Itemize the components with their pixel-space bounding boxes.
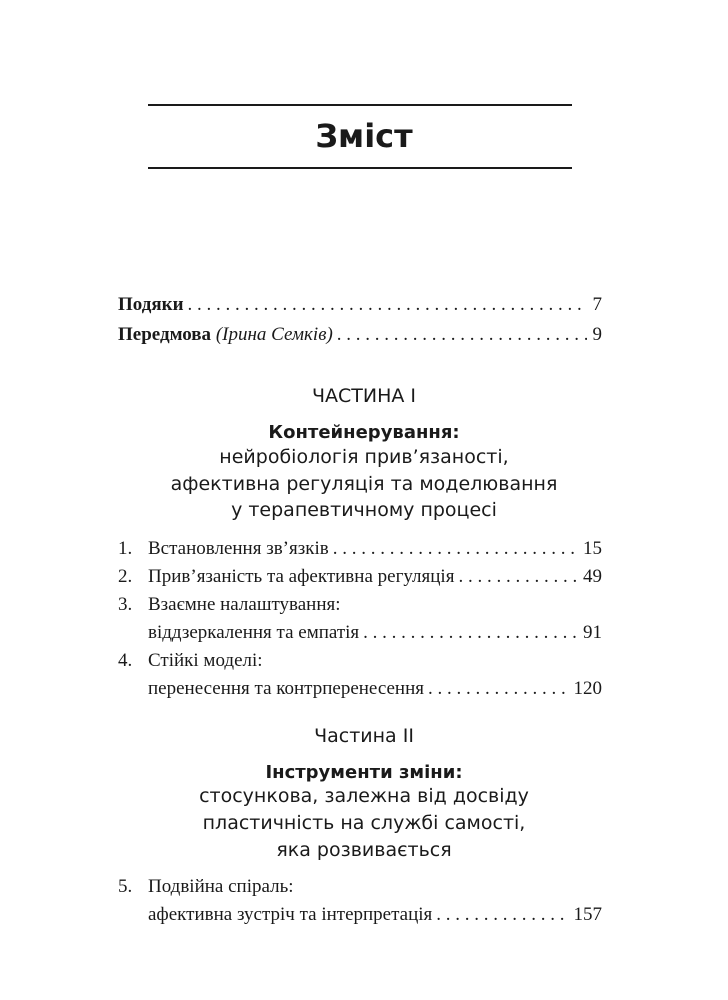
toc-entry-acknowledgements[interactable]	[118, 290, 602, 320]
part-title: Інструменти зміни:	[265, 762, 463, 783]
leader-dots	[333, 534, 577, 564]
leader-dots	[337, 320, 587, 350]
toc-entry-label: віддзеркалення та емпатія	[148, 622, 360, 643]
chapter-number: 4.	[118, 650, 133, 671]
toc-entry-chapter-5-continued[interactable]	[148, 900, 602, 930]
page-title: Зміст	[315, 117, 413, 155]
toc-entry-chapter-4-continued[interactable]	[148, 674, 602, 704]
toc-entry-chapter-3-continued[interactable]	[148, 618, 602, 648]
toc-entry-label: Подвійна спіраль:	[148, 876, 294, 897]
toc-entry-label: Передмова	[118, 324, 212, 345]
title-bottom-rule	[148, 167, 572, 169]
toc-entry-chapter-1[interactable]	[118, 534, 602, 564]
toc-entry-label: Встановлення зв’язків	[148, 538, 329, 559]
toc-entry-label: Взаємне налаштування:	[148, 594, 341, 615]
leader-dots	[363, 618, 577, 648]
toc-entry-label: Прив’язаність та афективна регуляція	[148, 566, 455, 587]
part-heading: ЧАСТИНА І	[311, 385, 417, 407]
leader-dots	[428, 674, 567, 704]
part-title: Контейнерування:	[268, 422, 460, 443]
toc-entry-label: Подяки	[118, 294, 184, 315]
chapter-number: 2.	[118, 566, 133, 587]
part-subtitle-line: афективна регуляція та моделювання	[170, 473, 558, 495]
chapter-number: 5.	[118, 876, 133, 897]
toc-entry-foreword[interactable]	[118, 320, 602, 350]
toc-entry-author: (Ірина Семків)	[215, 324, 333, 345]
title-top-rule	[148, 104, 572, 106]
part-subtitle-line: стосункова, залежна від досвіду	[199, 785, 529, 807]
part-heading: Частина ІІ	[314, 725, 414, 747]
toc-entry-chapter-2[interactable]	[118, 562, 602, 592]
part-subtitle-line: яка розвивається	[276, 839, 452, 861]
toc-entry-chapter-4[interactable]	[118, 646, 602, 676]
toc-entry-chapter-5[interactable]	[118, 872, 602, 902]
chapter-number: 1.	[118, 538, 133, 559]
toc-entry-label: перенесення та контрперенесення	[148, 678, 425, 699]
toc-page-number: 9	[592, 324, 602, 345]
part-subtitle-line: нейробіологія прив’язаності,	[219, 446, 509, 468]
leader-dots	[188, 290, 587, 320]
toc-entry-label: афективна зустріч та інтерпретація	[148, 904, 433, 925]
leader-dots	[436, 900, 567, 930]
toc-page-number: 120	[573, 678, 602, 699]
toc-page-number: 49	[583, 566, 602, 587]
toc-page-number: 157	[573, 904, 602, 925]
toc-page-number: 15	[583, 538, 602, 559]
toc-entry-chapter-3[interactable]	[118, 590, 602, 620]
leader-dots	[458, 562, 577, 592]
toc-page-number: 7	[592, 294, 602, 315]
toc-page-number: 91	[583, 622, 602, 643]
part-subtitle-line: у терапевтичному процесі	[231, 499, 497, 521]
toc-entry-label: Стійкі моделі:	[148, 650, 263, 671]
part-subtitle-line: пластичність на службі самості,	[202, 812, 526, 834]
chapter-number: 3.	[118, 594, 133, 615]
